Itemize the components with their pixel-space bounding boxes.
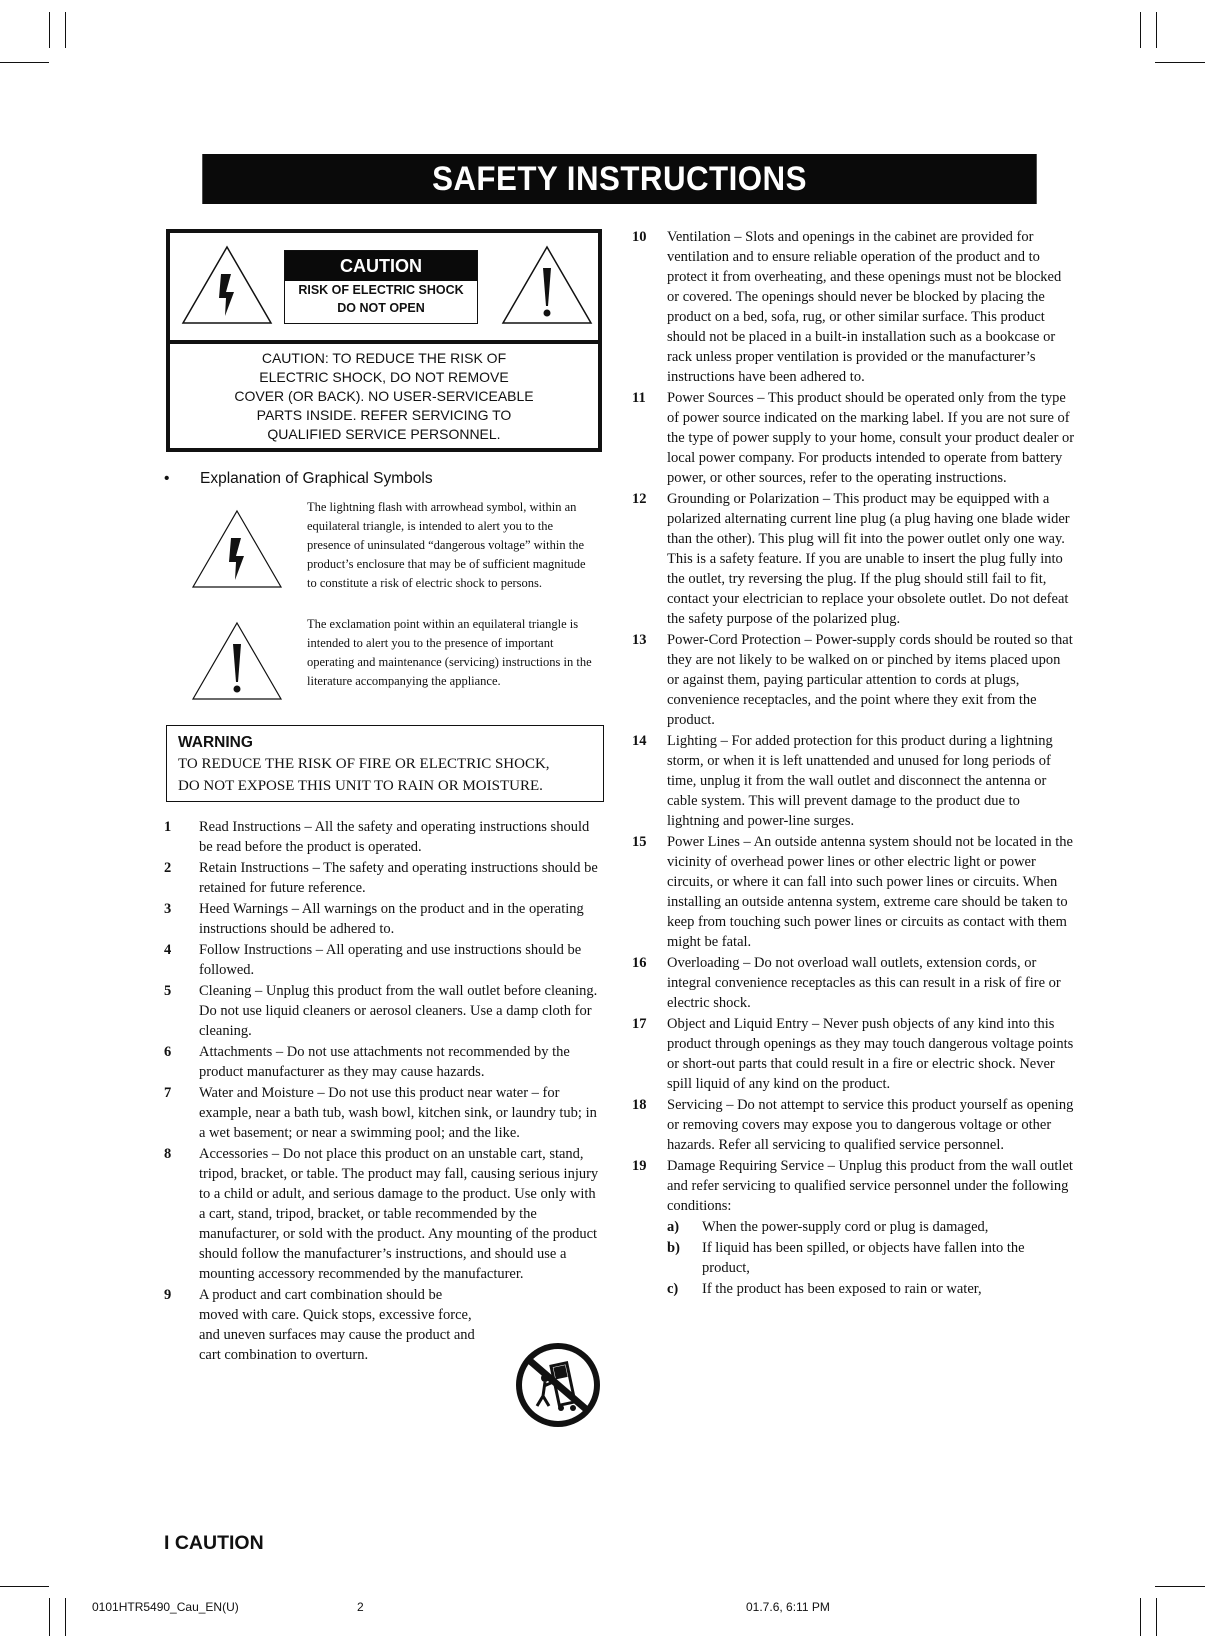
item-text: Power Sources – This product should be operated only from the type of power source indicated on the marking label. If you are not sure of the type of power supply to your home, consult your product dealer or local power company. For products intended to operate from battery power, or other sources, refer to the operating instructions. bbox=[667, 390, 1075, 486]
list-item bbox=[632, 489, 1075, 629]
crop-mark bbox=[65, 12, 66, 48]
list-item bbox=[164, 1144, 604, 1284]
bullet: • bbox=[164, 470, 170, 487]
left-instruction-list bbox=[164, 817, 604, 1366]
item-number: 13 bbox=[632, 632, 647, 648]
item-text: Retain Instructions – The safety and operating instructions should be retained for future reference. bbox=[199, 860, 598, 896]
item-text: Grounding or Polarization – This product may be equipped with a polarized alternating current line plug (a plug having one blade wider than the other). This plug will fit into the power outlet only one way. This is a safety feature. If you are unable to insert the plug fully into the outlet, try reversing the plug. If the plug should still fail to fit, contact your electrician to replace your obsolete outlet. Do not defeat the safety purpose of the polarized plug. bbox=[667, 491, 1070, 627]
item-number: 17 bbox=[632, 1016, 647, 1032]
list-item bbox=[164, 899, 604, 939]
warning-heading: WARNING bbox=[178, 734, 253, 751]
item-number: 4 bbox=[164, 942, 172, 958]
symbols-heading bbox=[164, 470, 433, 488]
list-item bbox=[632, 1014, 1075, 1094]
warning-body: TO REDUCE THE RISK OF FIRE OR ELECTRIC SHOCK, DO NOT EXPOSE THIS UNIT TO RAIN OR MOISTURE. bbox=[178, 756, 550, 794]
item-number: 19 bbox=[632, 1158, 647, 1174]
sub-list-item bbox=[667, 1279, 1075, 1299]
item-text: Servicing – Do not attempt to service this product yourself as opening or removing covers may expose you to dangerous voltage or other hazards. Refer all servicing to qualified service personnel. bbox=[667, 1097, 1074, 1153]
page-title: SAFETY INSTRUCTIONS bbox=[202, 154, 1036, 204]
caution-label-line: RISK OF ELECTRIC SHOCK bbox=[298, 283, 464, 297]
exclamation-triangle-icon bbox=[500, 244, 594, 326]
list-item bbox=[632, 731, 1075, 831]
item-number: 10 bbox=[632, 229, 647, 245]
item-number: 14 bbox=[632, 733, 647, 749]
list-item bbox=[164, 1285, 479, 1365]
sub-list-item bbox=[667, 1217, 1075, 1237]
item-text: Read Instructions – All the safety and operating instructions should be read before the product is operated. bbox=[199, 819, 590, 855]
footer-filename: 0101HTR5490_Cau_EN(U) bbox=[92, 1600, 239, 1614]
list-item bbox=[632, 388, 1075, 488]
item-text: Water and Moisture – Do not use this product near water – for example, near a bath tub, wash bowl, kitchen sink, or laundry tub; in a wet basement; or near a swimming pool; and the like. bbox=[199, 1085, 597, 1141]
lightning-triangle-icon bbox=[190, 508, 284, 590]
item-text: Heed Warnings – All warnings on the product and in the operating instructions should be adhered to. bbox=[199, 901, 584, 937]
caution-text: CAUTION: TO REDUCE THE RISK OF ELECTRIC SHOCK, DO NOT REMOVE COVER (OR BACK). NO USER-SERVICEABLE PARTS INSIDE. REFER SERVICING TO QUALIFIED SERVICE PERSONNEL. bbox=[234, 350, 534, 442]
exclamation-triangle-icon bbox=[190, 620, 284, 702]
list-item bbox=[632, 953, 1075, 1013]
crop-mark bbox=[1156, 12, 1157, 48]
lightning-symbol-description: The lightning flash with arrowhead symbol, within an equilateral triangle, is intended to alert you to the presence of uninsulated “dangerous voltage” within the product’s enclosure that may be of sufficient magnitude to constitute a risk of electric shock to persons. bbox=[307, 500, 586, 590]
item-number: 1 bbox=[164, 819, 172, 835]
item-number: 9 bbox=[164, 1287, 172, 1303]
item-text: Ventilation – Slots and openings in the cabinet are provided for ventilation and to ensure reliable operation of the product and to protect it from overheating, and these openings must not be blocked or covered. The openings should never be blocked by placing the product on a bed, sofa, rug, or other similar surface. This product should not be placed in a built-in installation such as a bookcase or rack unless proper ventilation is provided or the manufacturer’s instructions have been adhered to. bbox=[667, 229, 1062, 385]
list-item bbox=[632, 832, 1075, 952]
crop-mark bbox=[1155, 62, 1205, 63]
item-text: Object and Liquid Entry – Never push objects of any kind into this product through openings as they may touch dangerous voltage points or short-out parts that could result in a fire or electric shock. Never spill liquid of any kind on the product. bbox=[667, 1016, 1074, 1092]
item-text: Power Lines – An outside antenna system should not be located in the vicinity of overhead power lines or other electric light or power circuits, or where it can fall into such power lines or circuits. When installing an outside antenna system, extreme care should be taken to keep from touching such power lines or circuits as contact with them might be fatal. bbox=[667, 834, 1073, 950]
item-number: 2 bbox=[164, 860, 172, 876]
item-number: 6 bbox=[164, 1044, 172, 1060]
list-item bbox=[164, 981, 604, 1041]
list-item bbox=[164, 1042, 604, 1082]
list-item bbox=[632, 1095, 1075, 1155]
item-text: A product and cart combination should be moved with care. Quick stops, excessive force, and uneven surfaces may cause the product and cart combination to overturn. bbox=[199, 1287, 475, 1363]
crop-mark bbox=[0, 62, 49, 63]
sub-item-letter: b) bbox=[667, 1240, 680, 1256]
item-number: 3 bbox=[164, 901, 172, 917]
caution-panel bbox=[166, 229, 602, 452]
item-text: Power-Cord Protection – Power-supply cords should be routed so that they are not likely to be walked on or pinched by items placed upon or against them, paying particular attention to cords at plugs, convenience receptacles, and the point where they exit from the product. bbox=[667, 632, 1073, 728]
sub-item-text: If liquid has been spilled, or objects have fallen into the product, bbox=[702, 1240, 1025, 1276]
sub-item-letter: c) bbox=[667, 1281, 679, 1297]
sub-item-text: When the power-supply cord or plug is damaged, bbox=[702, 1219, 989, 1235]
list-item bbox=[164, 1083, 604, 1143]
item-number: 5 bbox=[164, 983, 172, 999]
item-text: Lighting – For added protection for this product during a lightning storm, or when it is left unattended and unused for long periods of time, unplug it from the wall outlet and disconnect the antenna or cable system. This will prevent damage to the product due to lightning and power-line surges. bbox=[667, 733, 1053, 829]
item-number: 11 bbox=[632, 390, 646, 406]
item-number: 7 bbox=[164, 1085, 172, 1101]
cart-tipover-warning-icon bbox=[513, 1340, 603, 1430]
list-item bbox=[164, 817, 604, 857]
item-text: Accessories – Do not place this product on an unstable cart, stand, tripod, bracket, or table. The product may fall, causing serious injury to a child or adult, and serious damage to the product. Use only with a cart, stand, tripod, bracket, or table recommended by the manufacturer, or sold with the product. Any mounting of the product should follow the manufacturer’s instructions, and should use a mounting accessory recommended by the manufacturer. bbox=[199, 1146, 599, 1282]
lightning-triangle-icon bbox=[180, 244, 274, 326]
warning-box bbox=[166, 725, 604, 802]
item-text: Overloading – Do not overload wall outlets, extension cords, or integral convenience receptacles as this can result in a risk of fire or electric shock. bbox=[667, 955, 1061, 1011]
crop-mark bbox=[0, 1586, 49, 1587]
sub-list-item bbox=[667, 1238, 1075, 1278]
item-text: Cleaning – Unplug this product from the wall outlet before cleaning. Do not use liquid cleaners or aerosol cleaners. Use a damp cloth for cleaning. bbox=[199, 983, 598, 1039]
list-item bbox=[164, 940, 604, 980]
footer-page-number: 2 bbox=[357, 1600, 364, 1614]
item-text: Follow Instructions – All operating and use instructions should be followed. bbox=[199, 942, 582, 978]
list-item bbox=[632, 1156, 1075, 1216]
item-number: 15 bbox=[632, 834, 647, 850]
item-text: Damage Requiring Service – Unplug this product from the wall outlet and refer servicing to qualified service personnel under the following conditions: bbox=[667, 1158, 1073, 1214]
caution-panel-top bbox=[170, 233, 598, 344]
list-item bbox=[632, 227, 1075, 387]
crop-mark bbox=[1155, 1586, 1205, 1587]
crop-mark bbox=[1140, 1598, 1141, 1636]
item-number: 16 bbox=[632, 955, 647, 971]
symbols-heading-text: Explanation of Graphical Symbols bbox=[200, 470, 433, 487]
right-instruction-list bbox=[632, 227, 1075, 1299]
section-footer: I CAUTION bbox=[164, 1532, 264, 1554]
list-item bbox=[632, 630, 1075, 730]
crop-mark bbox=[49, 1598, 50, 1636]
item-number: 8 bbox=[164, 1146, 172, 1162]
crop-mark bbox=[49, 12, 50, 48]
exclamation-symbol-description: The exclamation point within an equilateral triangle is intended to alert you to the presence of important operating and maintenance (servicing) instructions in the literature accompanying the appliance. bbox=[307, 617, 592, 688]
item-text: Attachments – Do not use attachments not recommended by the product manufacturer as they may cause hazards. bbox=[199, 1044, 570, 1080]
caution-label bbox=[284, 250, 478, 324]
sub-item-text: If the product has been exposed to rain or water, bbox=[702, 1281, 982, 1297]
list-item bbox=[164, 858, 604, 898]
sub-item-letter: a) bbox=[667, 1219, 680, 1235]
crop-mark bbox=[65, 1598, 66, 1636]
footer-datetime: 01.7.6, 6:11 PM bbox=[746, 1600, 830, 1614]
item-number: 12 bbox=[632, 491, 647, 507]
caution-label-line: DO NOT OPEN bbox=[337, 301, 425, 315]
crop-mark bbox=[1156, 1598, 1157, 1636]
caution-label-heading: CAUTION bbox=[285, 251, 477, 281]
item-number: 18 bbox=[632, 1097, 647, 1113]
crop-mark bbox=[1140, 12, 1141, 48]
